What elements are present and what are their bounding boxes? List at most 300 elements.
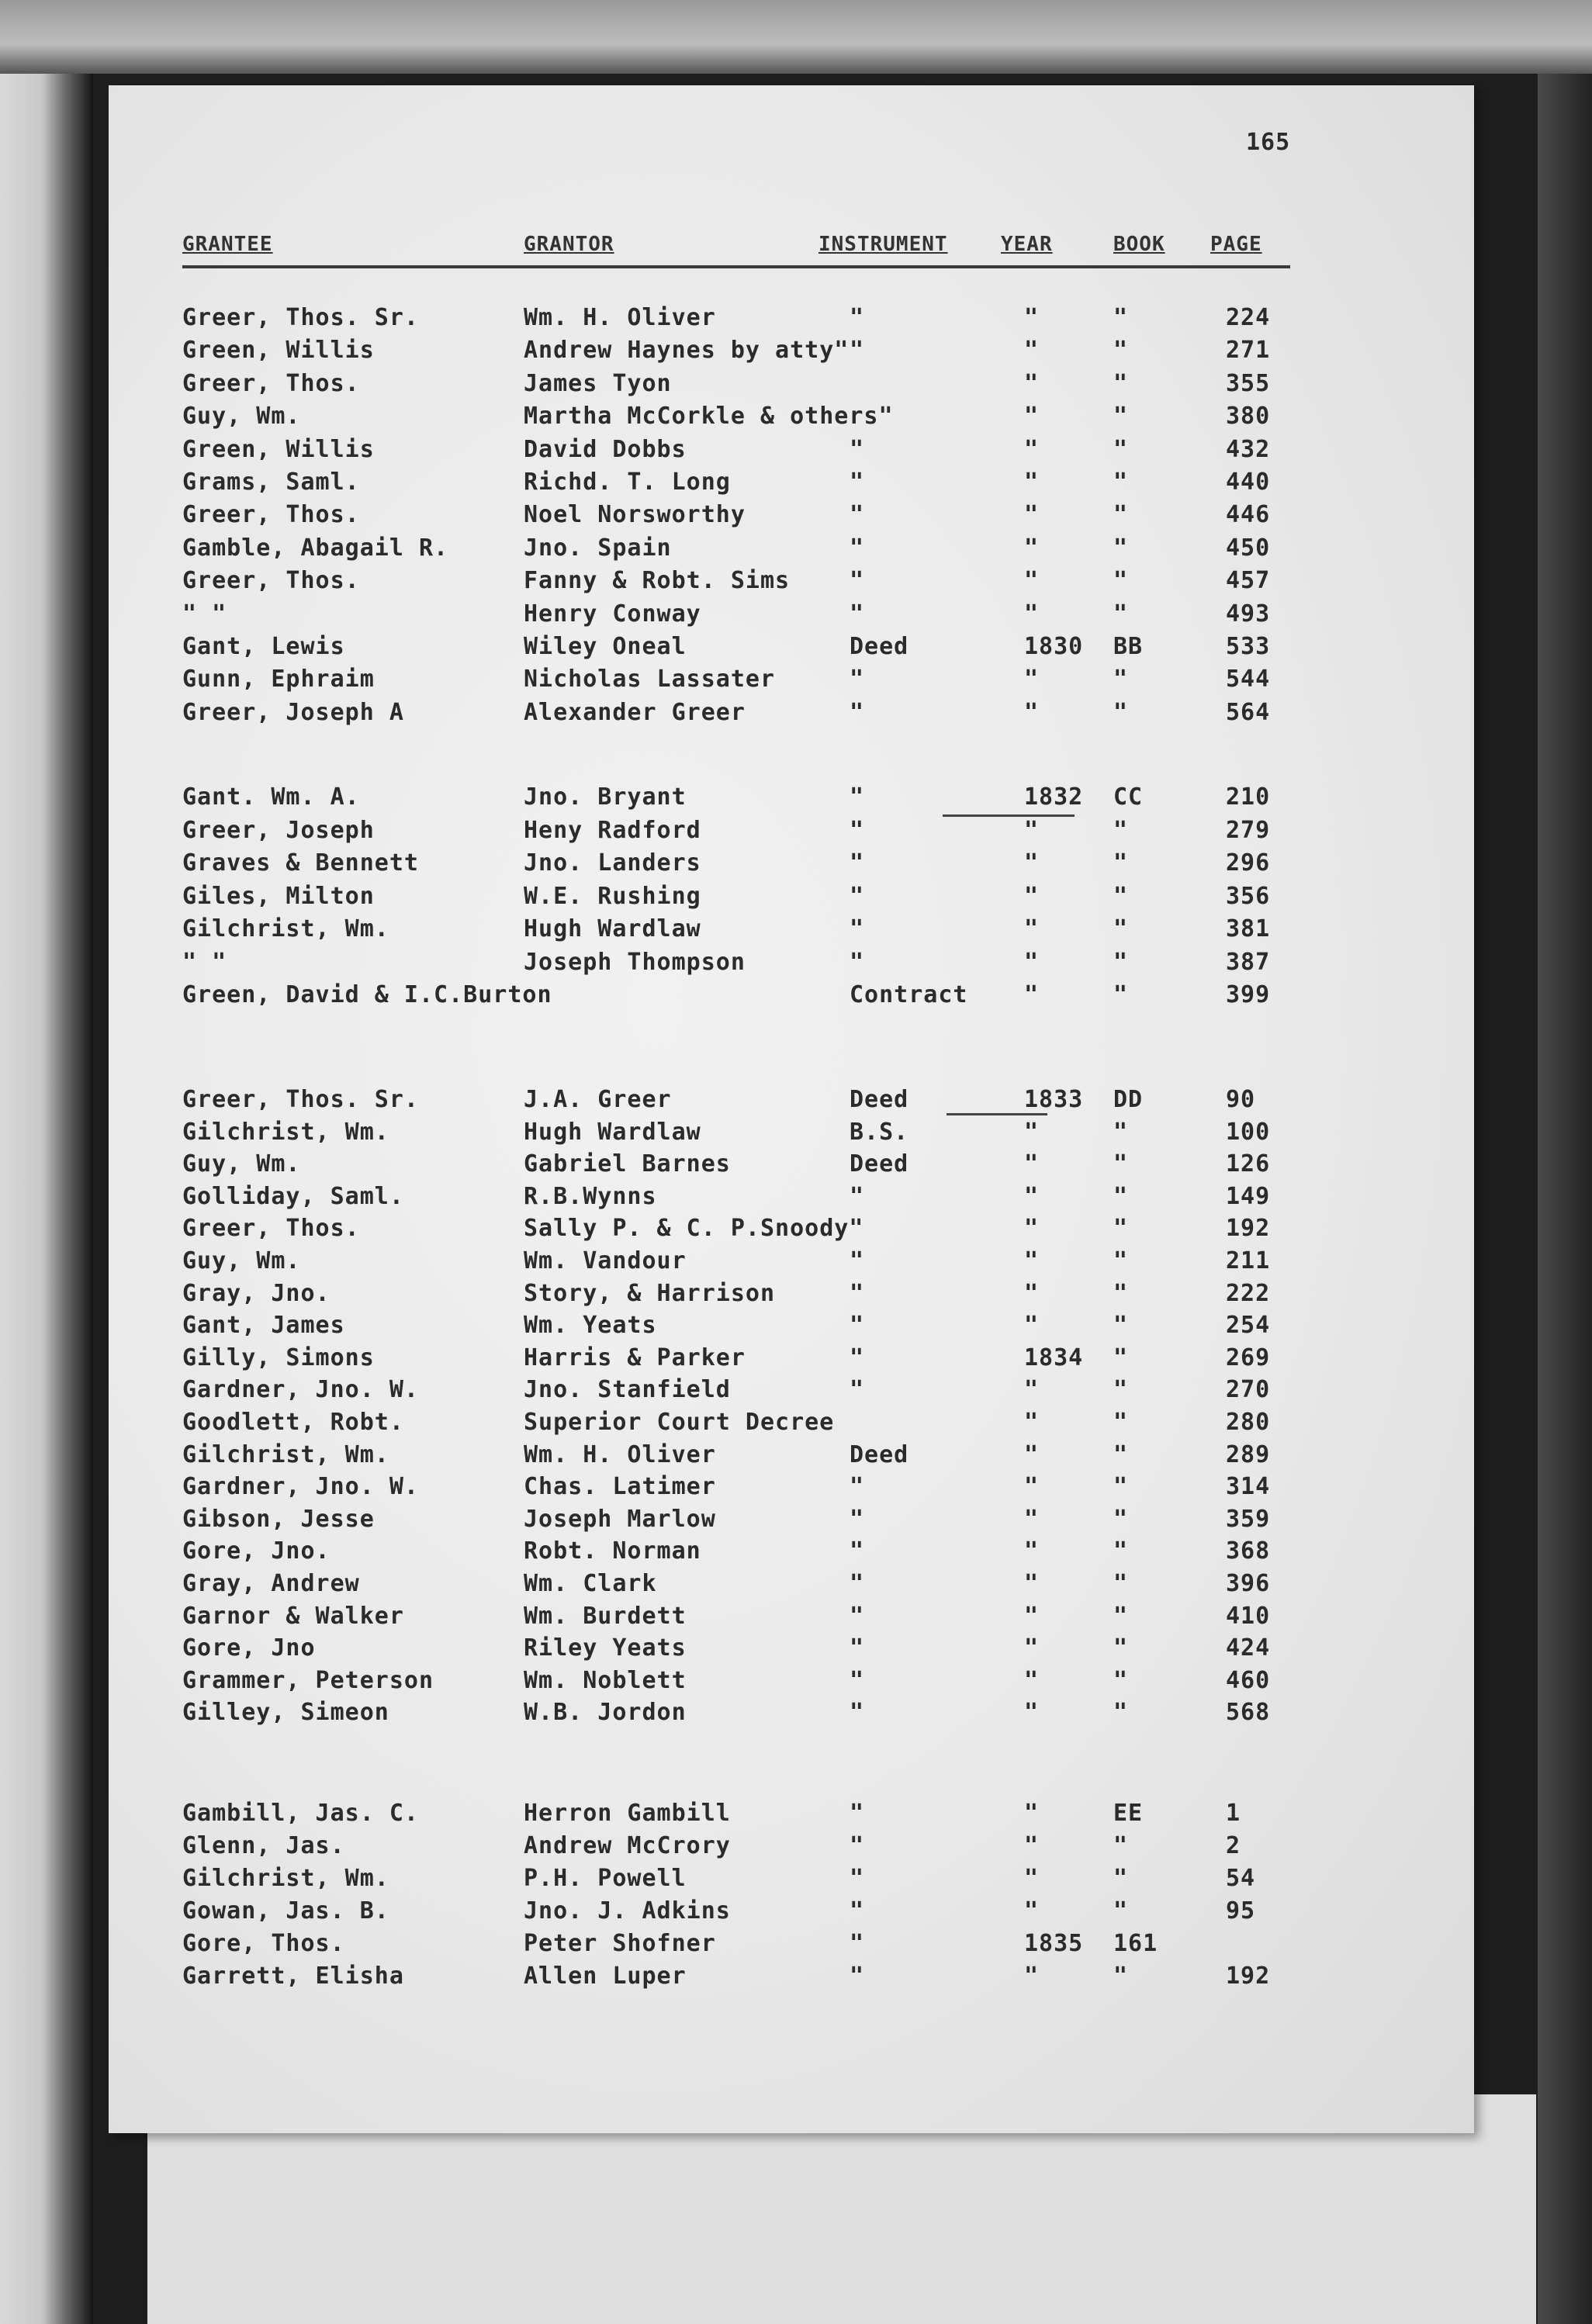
cell-page: 211 <box>1226 1247 1271 1274</box>
header-instrument: INSTRUMENT <box>818 233 948 256</box>
cell-grantee: Gant. Wm. A. <box>182 783 360 811</box>
cell-grantee: Greer, Thos. Sr. <box>182 1086 419 1113</box>
cell-book: " <box>1113 1312 1129 1340</box>
cell-year: " <box>1024 369 1040 397</box>
cell-page: 149 <box>1226 1182 1271 1210</box>
cell-grantee: Goodlett, Robt. <box>182 1409 404 1436</box>
cell-page: 533 <box>1226 633 1271 660</box>
cell-instrument: " <box>850 666 865 693</box>
table-row <box>182 949 1346 980</box>
cell-page: 460 <box>1226 1666 1271 1694</box>
cell-instrument: B.S. <box>850 1118 909 1146</box>
cell-year: " <box>1024 1634 1040 1662</box>
table-row <box>182 817 1346 848</box>
adjacent-page-edge <box>0 74 93 2324</box>
table-row <box>182 1150 1346 1181</box>
cell-book: " <box>1113 403 1129 431</box>
cell-book: " <box>1113 666 1129 693</box>
table-row <box>182 1312 1346 1343</box>
table-row <box>182 699 1346 730</box>
cell-grantee: Gibson, Jesse <box>182 1505 375 1533</box>
cell-page: 368 <box>1226 1537 1271 1565</box>
table-row <box>182 1247 1346 1278</box>
cell-grantee: Gilchrist, Wm. <box>182 1118 389 1146</box>
cell-book: " <box>1113 948 1129 976</box>
pencil-underline <box>947 1113 1047 1115</box>
cell-page: 399 <box>1226 981 1271 1008</box>
cell-book: " <box>1113 981 1129 1008</box>
cell-grantee: Greer, Joseph <box>182 816 375 844</box>
cell-grantor: Herron Gambill <box>524 1800 731 1827</box>
table-row <box>182 783 1346 814</box>
cell-page: 314 <box>1226 1473 1271 1501</box>
table-row <box>182 370 1346 401</box>
cell-year: " <box>1024 1800 1040 1827</box>
cell-grantor: Joseph Thompson <box>524 948 746 976</box>
cell-book: " <box>1113 849 1129 877</box>
cell-year: " <box>1024 1570 1040 1597</box>
cell-page: 279 <box>1226 816 1271 844</box>
cell-grantee: Gray, Andrew <box>182 1570 360 1597</box>
cell-grantor: Alexander Greer <box>524 698 746 726</box>
table-row <box>182 436 1346 467</box>
header-grantee: GRANTEE <box>182 233 273 256</box>
cell-grantor: Sally P. & C. P.Snoody" <box>524 1215 864 1243</box>
header-rule <box>182 265 1290 268</box>
cell-grantee: Gambill, Jas. C. <box>182 1800 419 1827</box>
cell-year: " <box>1024 1602 1040 1630</box>
cell-instrument: " <box>850 816 865 844</box>
cell-year: 1833 <box>1024 1086 1084 1113</box>
cell-page: 222 <box>1226 1279 1271 1307</box>
cell-page: 432 <box>1226 435 1271 463</box>
cell-book: " <box>1113 1279 1129 1307</box>
cell-instrument: " <box>850 1279 865 1307</box>
cell-instrument: Deed <box>850 1440 909 1468</box>
cell-instrument: Deed <box>850 1150 909 1178</box>
cell-year: " <box>1024 915 1040 942</box>
cell-instrument: " <box>850 337 865 365</box>
cell-instrument: " <box>850 435 865 463</box>
cell-instrument: " <box>850 1800 865 1827</box>
cell-grantor: Heny Radford <box>524 816 701 844</box>
cell-page: 126 <box>1226 1150 1271 1178</box>
cell-book: " <box>1113 915 1129 942</box>
table-row <box>182 337 1346 368</box>
cell-book: " <box>1113 1570 1129 1597</box>
cell-instrument: Contract <box>850 981 968 1008</box>
cell-page: 100 <box>1226 1118 1271 1146</box>
cell-grantee: Greer, Thos. <box>182 501 360 529</box>
table-row <box>182 1832 1346 1863</box>
cell-book: " <box>1113 1963 1129 1990</box>
cell-page: 356 <box>1226 882 1271 910</box>
cell-instrument: " <box>850 469 865 496</box>
ledger-page <box>109 85 1474 2133</box>
cell-instrument: " <box>850 304 865 331</box>
cell-year: 1835 <box>1024 1930 1084 1957</box>
cell-page: 54 <box>1226 1865 1256 1892</box>
table-row <box>182 1699 1346 1730</box>
cell-instrument: " <box>850 1473 865 1501</box>
cell-year: " <box>1024 1473 1040 1501</box>
cell-grantee: Gardner, Jno. W. <box>182 1376 419 1404</box>
scanner-frame-right <box>1538 74 1592 2324</box>
cell-book: " <box>1113 600 1129 628</box>
cell-grantee: " " <box>182 600 227 628</box>
cell-grantor: Nicholas Lassater <box>524 666 776 693</box>
cell-grantor: Fanny & Robt. Sims <box>524 567 791 595</box>
cell-instrument: " <box>850 1930 865 1957</box>
cell-year: " <box>1024 882 1040 910</box>
cell-year: " <box>1024 1832 1040 1859</box>
table-row <box>182 469 1346 500</box>
cell-year: " <box>1024 534 1040 562</box>
cell-grantor: Wm. H. Oliver <box>524 1440 716 1468</box>
cell-book: DD <box>1113 1086 1144 1113</box>
cell-grantee: Graves & Bennett <box>182 849 419 877</box>
table-row <box>182 633 1346 664</box>
cell-book: " <box>1113 1602 1129 1630</box>
cell-year: " <box>1024 1963 1040 1990</box>
cell-page: 254 <box>1226 1312 1271 1340</box>
cell-book: " <box>1113 1699 1129 1727</box>
cell-grantor: Hugh Wardlaw <box>524 1118 701 1146</box>
cell-book: " <box>1113 1537 1129 1565</box>
cell-grantor: Noel Norsworthy <box>524 501 746 529</box>
cell-page: 90 <box>1226 1086 1256 1113</box>
cell-instrument: " <box>850 567 865 595</box>
column-header-row <box>182 233 1292 264</box>
cell-book: " <box>1113 469 1129 496</box>
cell-grantee: Greer, Thos. <box>182 1215 360 1243</box>
cell-book: " <box>1113 698 1129 726</box>
cell-grantor: Story, & Harrison <box>524 1279 776 1307</box>
cell-instrument: " <box>850 1897 865 1925</box>
scanner-frame-top <box>0 0 1592 74</box>
cell-book: " <box>1113 337 1129 365</box>
cell-page: 380 <box>1226 403 1271 431</box>
header-book: BOOK <box>1113 233 1165 256</box>
cell-page: 296 <box>1226 849 1271 877</box>
cell-instrument: " <box>850 1505 865 1533</box>
cell-grantee: Gunn, Ephraim <box>182 666 375 693</box>
cell-book: " <box>1113 1118 1129 1146</box>
cell-page: 381 <box>1226 915 1271 942</box>
cell-instrument: " <box>850 915 865 942</box>
table-row <box>182 1506 1346 1537</box>
table-row <box>182 1215 1346 1246</box>
cell-grantee: Gray, Jno. <box>182 1279 331 1307</box>
cell-grantor: Allen Luper <box>524 1963 687 1990</box>
cell-instrument: " <box>850 698 865 726</box>
cell-page: 564 <box>1226 698 1271 726</box>
cell-year: " <box>1024 1699 1040 1727</box>
cell-grantor: Harris & Parker <box>524 1344 746 1371</box>
cell-grantee: Grams, Saml. <box>182 469 360 496</box>
cell-grantor: Chas. Latimer <box>524 1473 716 1501</box>
cell-instrument: " <box>850 1666 865 1694</box>
cell-year: " <box>1024 600 1040 628</box>
cell-year: " <box>1024 1376 1040 1404</box>
cell-year: " <box>1024 1505 1040 1533</box>
cell-book: " <box>1113 435 1129 463</box>
cell-grantor: Wm. Yeats <box>524 1312 657 1340</box>
cell-book: " <box>1113 1440 1129 1468</box>
cell-year: 1830 <box>1024 633 1084 660</box>
cell-page: 192 <box>1226 1215 1271 1243</box>
cell-grantee: Guy, Wm. <box>182 403 301 431</box>
table-row <box>182 915 1346 946</box>
cell-grantor: Richd. T. Long <box>524 469 731 496</box>
cell-instrument: " <box>850 534 865 562</box>
table-row <box>182 1667 1346 1698</box>
cell-page: 493 <box>1226 600 1271 628</box>
cell-grantee: Garrett, Elisha <box>182 1963 404 1990</box>
cell-grantee: Gore, Jno <box>182 1634 316 1662</box>
cell-book: CC <box>1113 783 1144 811</box>
cell-year: " <box>1024 501 1040 529</box>
table-row <box>182 1897 1346 1928</box>
cell-instrument: " <box>850 1699 865 1727</box>
table-row <box>182 1409 1346 1440</box>
cell-grantee: Giles, Milton <box>182 882 375 910</box>
cell-instrument: " <box>850 501 865 529</box>
cell-grantor: Gabriel Barnes <box>524 1150 731 1178</box>
cell-book: " <box>1113 1409 1129 1436</box>
cell-grantor: W.B. Jordon <box>524 1699 687 1727</box>
cell-grantor: P.H. Powell <box>524 1865 687 1892</box>
cell-page: 270 <box>1226 1376 1271 1404</box>
cell-grantee: Green, David & I.C.Burton <box>182 981 552 1008</box>
cell-year: " <box>1024 1666 1040 1694</box>
cell-grantor: Riley Yeats <box>524 1634 687 1662</box>
cell-grantor: Hugh Wardlaw <box>524 915 701 942</box>
cell-grantor: Robt. Norman <box>524 1537 701 1565</box>
cell-grantee: Gilchrist, Wm. <box>182 1440 389 1468</box>
cell-instrument: " <box>850 1570 865 1597</box>
cell-page: 289 <box>1226 1440 1271 1468</box>
cell-book: 161 <box>1113 1930 1158 1957</box>
table-row <box>182 1086 1346 1117</box>
cell-book: " <box>1113 1215 1129 1243</box>
cell-grantor: Jno. Landers <box>524 849 701 877</box>
cell-instrument: " <box>850 1312 865 1340</box>
table-row <box>182 1963 1346 1994</box>
cell-year: " <box>1024 435 1040 463</box>
cell-grantor: Andrew McCrory <box>524 1832 731 1859</box>
cell-book: " <box>1113 1865 1129 1892</box>
cell-instrument: " <box>850 1376 865 1404</box>
cell-book: BB <box>1113 633 1144 660</box>
cell-grantee: Greer, Thos. <box>182 369 360 397</box>
table-row <box>182 600 1346 631</box>
cell-grantee: Gant, James <box>182 1312 345 1340</box>
cell-grantee: Gilchrist, Wm. <box>182 1865 389 1892</box>
table-row <box>182 1344 1346 1375</box>
cell-book: " <box>1113 1634 1129 1662</box>
cell-year: " <box>1024 1182 1040 1210</box>
cell-year: " <box>1024 981 1040 1008</box>
cell-year: 1834 <box>1024 1344 1084 1371</box>
cell-year: " <box>1024 1440 1040 1468</box>
cell-page: 2 <box>1226 1832 1241 1859</box>
table-row <box>182 1119 1346 1150</box>
table-row <box>182 567 1346 598</box>
cell-book: " <box>1113 1150 1129 1178</box>
cell-grantee: Gilley, Simeon <box>182 1699 389 1727</box>
table-row <box>182 1183 1346 1214</box>
cell-book: " <box>1113 304 1129 331</box>
cell-year: " <box>1024 1897 1040 1925</box>
cell-grantee: Gant, Lewis <box>182 633 345 660</box>
table-row <box>182 981 1346 1012</box>
cell-page: 410 <box>1226 1602 1271 1630</box>
cell-grantee: Gilchrist, Wm. <box>182 915 389 942</box>
cell-page: 355 <box>1226 369 1271 397</box>
cell-grantee: Guy, Wm. <box>182 1247 301 1274</box>
cell-grantor: Wm. Vandour <box>524 1247 687 1274</box>
cell-grantee: Glenn, Jas. <box>182 1832 345 1859</box>
cell-book: " <box>1113 1473 1129 1501</box>
cell-page: 544 <box>1226 666 1271 693</box>
cell-year: " <box>1024 1409 1040 1436</box>
cell-book: " <box>1113 1376 1129 1404</box>
cell-grantee: Gamble, Abagail R. <box>182 534 449 562</box>
cell-year: " <box>1024 304 1040 331</box>
table-row <box>182 883 1346 914</box>
cell-grantor: Peter Shofner <box>524 1930 716 1957</box>
cell-grantee: Greer, Thos. <box>182 567 360 595</box>
cell-year: " <box>1024 1215 1040 1243</box>
cell-grantee: " " <box>182 948 227 976</box>
cell-grantor: Martha McCorkle & others" <box>524 403 894 431</box>
pencil-underline <box>943 814 1075 817</box>
cell-year: " <box>1024 698 1040 726</box>
cell-page: 280 <box>1226 1409 1271 1436</box>
cell-page: 359 <box>1226 1505 1271 1533</box>
cell-instrument: " <box>850 1865 865 1892</box>
cell-instrument: Deed <box>850 633 909 660</box>
cell-year: " <box>1024 1279 1040 1307</box>
header-grantor: GRANTOR <box>524 233 614 256</box>
cell-page: 396 <box>1226 1570 1271 1597</box>
cell-book: " <box>1113 534 1129 562</box>
cell-grantee: Greer, Joseph A <box>182 698 404 726</box>
cell-page: 424 <box>1226 1634 1271 1662</box>
cell-book: " <box>1113 1897 1129 1925</box>
cell-year: " <box>1024 1118 1040 1146</box>
table-row <box>182 1441 1346 1472</box>
cell-page: 446 <box>1226 501 1271 529</box>
cell-grantee: Gore, Jno. <box>182 1537 331 1565</box>
cell-grantee: Golliday, Saml. <box>182 1182 404 1210</box>
cell-page: 224 <box>1226 304 1271 331</box>
table-row <box>182 1376 1346 1407</box>
cell-grantee: Gore, Thos. <box>182 1930 345 1957</box>
cell-year: " <box>1024 337 1040 365</box>
cell-grantor: Wm. Burdett <box>524 1602 687 1630</box>
table-row <box>182 1800 1346 1831</box>
cell-year: " <box>1024 1150 1040 1178</box>
cell-year: " <box>1024 469 1040 496</box>
cell-page: 271 <box>1226 337 1271 365</box>
cell-page: 387 <box>1226 948 1271 976</box>
cell-grantor: Jno. J. Adkins <box>524 1897 731 1925</box>
cell-page: 457 <box>1226 567 1271 595</box>
cell-grantor: James Tyon <box>524 369 672 397</box>
table-row <box>182 1280 1346 1311</box>
cell-instrument: " <box>850 1537 865 1565</box>
table-row <box>182 304 1346 335</box>
cell-grantee: Green, Willis <box>182 337 375 365</box>
page-number: 165 <box>1246 129 1291 156</box>
cell-year: " <box>1024 1247 1040 1274</box>
cell-year: " <box>1024 1865 1040 1892</box>
cell-grantor: Wiley Oneal <box>524 633 687 660</box>
header-page: PAGE <box>1210 233 1262 256</box>
cell-grantor: Jno. Stanfield <box>524 1376 731 1404</box>
cell-instrument: " <box>850 1634 865 1662</box>
cell-grantor: Wm. Noblett <box>524 1666 687 1694</box>
table-row <box>182 403 1346 434</box>
cell-year: " <box>1024 403 1040 431</box>
table-row <box>182 1930 1346 1961</box>
cell-book: " <box>1113 1247 1129 1274</box>
cell-book: " <box>1113 501 1129 529</box>
cell-instrument: Deed <box>850 1086 909 1113</box>
table-row <box>182 1537 1346 1568</box>
table-row <box>182 849 1346 880</box>
cell-year: " <box>1024 849 1040 877</box>
table-row <box>182 1634 1346 1665</box>
cell-book: EE <box>1113 1800 1144 1827</box>
cell-page: 450 <box>1226 534 1271 562</box>
cell-grantee: Gardner, Jno. W. <box>182 1473 419 1501</box>
cell-grantor: Andrew Haynes by atty" <box>524 337 850 365</box>
table-row <box>182 1865 1346 1896</box>
table-row <box>182 666 1346 697</box>
cell-year: " <box>1024 666 1040 693</box>
cell-grantor: Jno. Bryant <box>524 783 687 811</box>
cell-book: " <box>1113 567 1129 595</box>
cell-grantor: J.A. Greer <box>524 1086 672 1113</box>
cell-page: 210 <box>1226 783 1271 811</box>
cell-book: " <box>1113 1344 1129 1371</box>
cell-book: " <box>1113 882 1129 910</box>
cell-instrument: " <box>850 1832 865 1859</box>
cell-year: " <box>1024 567 1040 595</box>
table-row <box>182 1473 1346 1504</box>
cell-grantee: Greer, Thos. Sr. <box>182 304 419 331</box>
cell-instrument: " <box>850 882 865 910</box>
cell-book: " <box>1113 1666 1129 1694</box>
cell-grantor: R.B.Wynns <box>524 1182 657 1210</box>
cell-grantee: Gilly, Simons <box>182 1344 375 1371</box>
cell-page: 95 <box>1226 1897 1256 1925</box>
cell-instrument: " <box>850 600 865 628</box>
cell-grantor: W.E. Rushing <box>524 882 701 910</box>
cell-instrument: " <box>850 1963 865 1990</box>
cell-year: " <box>1024 816 1040 844</box>
cell-instrument: " <box>850 1182 865 1210</box>
cell-grantor: Joseph Marlow <box>524 1505 716 1533</box>
cell-instrument: " <box>850 1602 865 1630</box>
cell-year: " <box>1024 948 1040 976</box>
table-row <box>182 534 1346 565</box>
cell-book: " <box>1113 1505 1129 1533</box>
cell-grantor: Wm. H. Oliver <box>524 304 716 331</box>
